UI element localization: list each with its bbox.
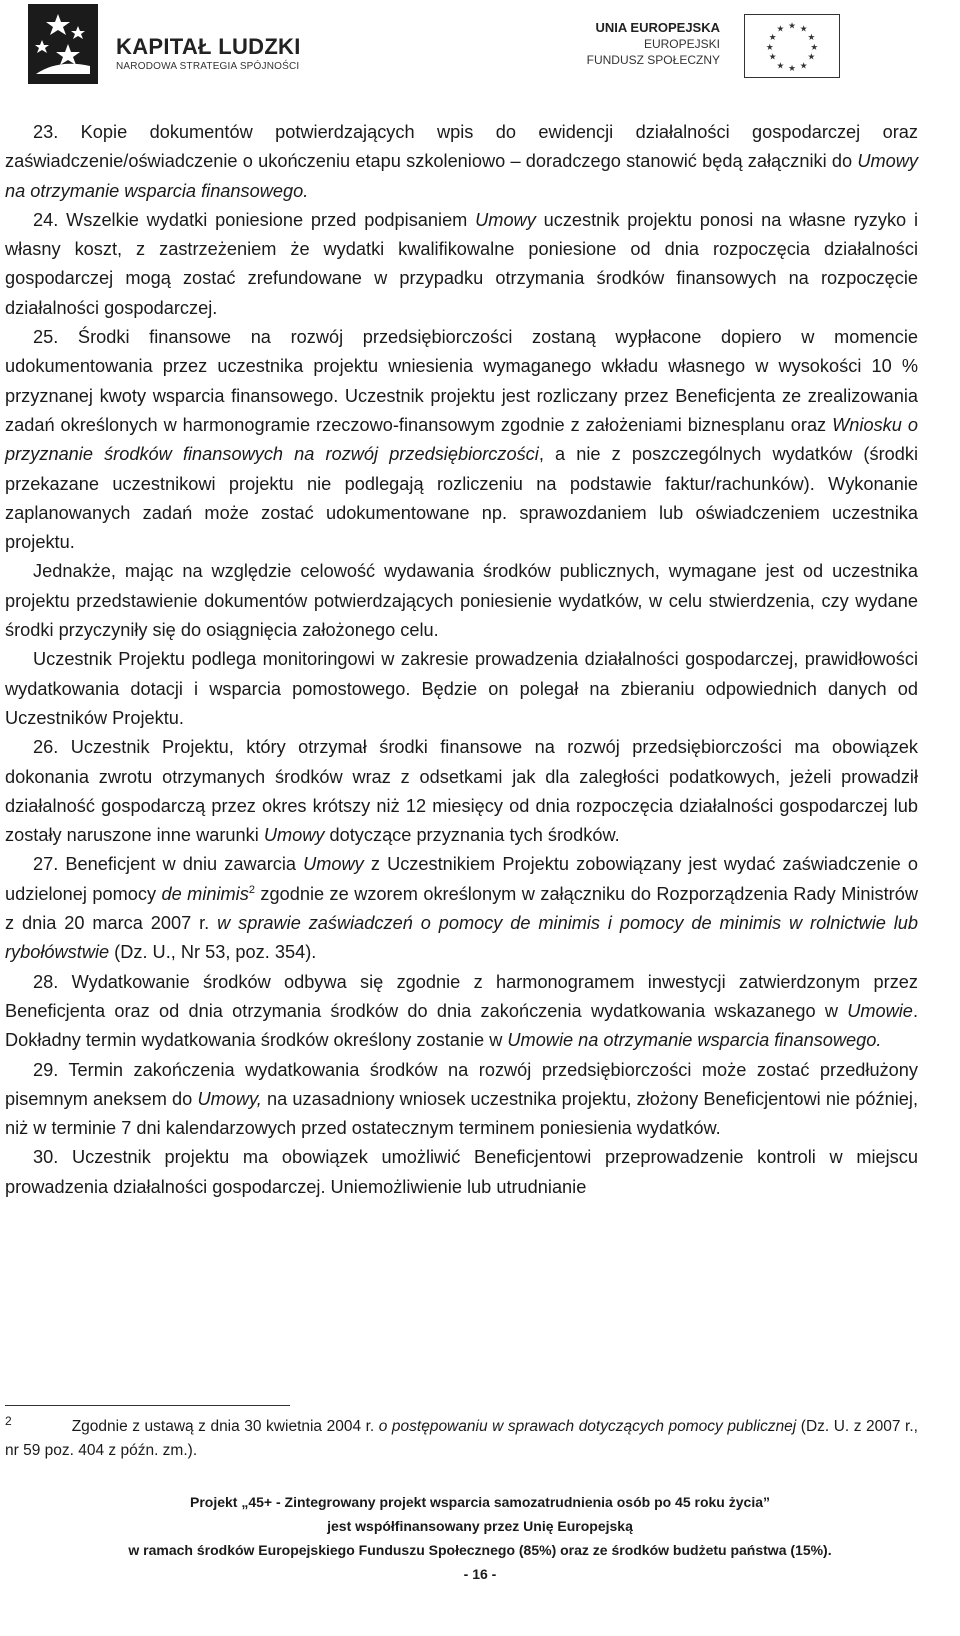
page-footer [0,1490,960,1586]
italic-text-run: w sprawie zaświadczeń o pomocy de minimis i pomocy de minimis w rolnictwie lub rybołówstwie [5,913,919,963]
eu-logo-line3: FUNDUSZ SPOŁECZNY [586,53,720,67]
kapital-ludzki-subtitle: NARODOWA STRATEGIA SPÓJNOŚCI [116,61,300,72]
eu-logo-text [587,20,720,68]
paragraph [5,557,918,645]
text-run: 25. Środki finansowe na rozwój przedsiębiorczości zostaną wypłacone dopiero w momencie udokumentowania przez uczestnika projektu wniesienia wymaganego wkładu własnego w wysokości 10 % przyznanej kwoty wsparcia finansowego. Uczestnik projektu jest rozliczany przez Beneficjenta ze zrealizowania zadań określonych w harmonogramie rzeczowo-finansowym zgodnie z założeniami biznesplanu oraz [5,327,918,435]
text-run: 26. Uczestnik Projektu, który otrzymał środki finansowe na rozwój przedsiębiorczości ma obowiązek dokonania zwrotu otrzymanych środków wraz z odsetkami jak dla zaległości podatkowych, jeżeli prowadził działalność gospodarczą przez okres krótszy niż 12 miesięcy od dnia rozpoczęcia działalności gospodarczej lub zostały naruszone inne warunki [5,737,918,846]
svg-text:★: ★ [768,33,777,44]
paragraph [5,1056,918,1144]
text-run: 29. Termin zakończenia wydatkowania środków na rozwój przedsiębiorczości może zostać przedłużony pisemnym aneksem do [5,1059,918,1109]
text-run: (Dz. U. z 2007 r., nr 59 poz. 404 z późn. zm.). [5,1418,918,1459]
paragraph [5,206,918,323]
text-run: Uczestnik Projektu podlega monitoringowi w zakresie prowadzenia działalności gospodarczej, prawidłowości wydatkowania dotacji i wsparcia pomostowego. Będzie on polegał na zbieraniu odpowiednich danych od Uczestników Projektu. [5,649,918,728]
italic-text-run: o postępowaniu w sprawach dotyczących pomocy publicznej [378,1418,797,1435]
svg-text:★: ★ [807,33,816,44]
text-run: . Dokładny termin wydatkowania środków określony zostanie w [5,1000,918,1051]
eu-flag-icon [744,14,840,78]
text-run: z Uczestnikiem Projektu zobowiązany jest wydać zaświadczenie o udzielonej pomocy [5,854,918,904]
italic-text-run: Wniosku o przyznanie środków finansowych na rozwój przedsiębiorczości [5,414,918,465]
kapital-ludzki-emblem-icon [28,4,116,84]
text-run: na uzasadniony wniosek uczestnika projektu, złożony Beneficjentowi nie później, niż w terminie 7 dni kalendarzowych przed ostatecznym terminem poniesienia wydatków. [5,1088,919,1139]
italic-text-run: Umowy [475,209,536,230]
text-run: dotyczące przyznania tych środków. [324,825,620,846]
italic-text-run: Umowy na otrzymanie wsparcia finansowego. [5,151,918,201]
paragraph [5,850,918,967]
page-header [0,0,960,95]
svg-text:★: ★ [776,61,785,72]
text-run: uczestnik projektu ponosi na własne ryzyko i własny koszt, z zastrzeżeniem że wydatki kwalifikowalne poniesione od dnia rozpoczęcia działalności gospodarczej mogą zostać zrefundowane w przypadku otrzymania środków finansowych na rozpoczęcie działalności gospodarczej. [5,209,918,318]
svg-text:★: ★ [776,24,785,35]
svg-text:★: ★ [765,42,774,53]
svg-text:★: ★ [799,61,808,72]
eu-logo-line2: EUROPEJSKI [643,37,720,51]
italic-text-run: de minimis [161,883,249,904]
text-run: 23. Kopie dokumentów potwierdzających wpis do ewidencji działalności gospodarczej oraz zaświadczenie/oświadczenie o ukończeniu etapu szkoleniowo – doradczego stanowić będą załączniki do [5,122,918,172]
document-body [5,118,918,1202]
italic-text-run: Umowie [847,1000,913,1021]
paragraph [5,118,918,206]
svg-text:★: ★ [810,42,819,53]
paragraph [5,645,918,733]
footnote-mark: 2 [5,1413,12,1428]
text-run: 28. Wydatkowanie środków odbywa się zgodnie z harmonogramem inwestycji zatwierdzonym przez Beneficjenta oraz od dnia otrzymania środków do dnia zakończenia wydatkowania wskazanego w [5,971,918,1021]
paragraph [5,323,918,557]
footer-project-line: Projekt „45+ - Zintegrowany projekt wsparcia samozatrudnienia osób po 45 roku życia” [190,1494,770,1510]
kapital-ludzki-logo [28,4,328,84]
svg-text:★: ★ [799,24,808,35]
text-run: (Dz. U., Nr 53, poz. 354). [109,942,317,963]
footer-funds-line: w ramach środków Europejskiego Funduszu Społecznego (85%) oraz ze środków budżetu państwa (15%). [128,1542,832,1558]
text-run: Jednakże, mając na względzie celowość wydawania środków publicznych, wymagane jest od uczestnika projektu przedstawienie dokumentów potwierdzających poniesienie wydatków, w celu stwierdzenia, czy wydane środki przyczyniły się do osiągnięcia założonego celu. [5,561,918,641]
text-run: 30. Uczestnik projektu ma obowiązek umożliwić Beneficjentowi przeprowadzenie kontroli w miejscu prowadzenia działalności gospodarczej. Uniemożliwienie lub utrudnianie [5,1147,918,1197]
italic-text-run: Umowy, [197,1088,262,1109]
footnote-divider [5,1405,290,1406]
text-run: 27. Beneficjent w dniu zawarcia [33,854,304,875]
italic-text-run: Umowy [263,825,325,846]
paragraph [5,1143,918,1202]
text-run: , a nie z poszczególnych wydatków (środki przekazane uczestnikowi projektu nie podlegają rozliczeniu na podstawie faktur/rachunków). Wykonanie zaplanowanych zadań może zostać udokumentowane np. sprawozdaniem lub oświadczeniem uczestnika projektu. [5,444,918,553]
italic-text-run: Umowy [303,854,364,875]
eu-logo [586,14,840,84]
svg-text:★: ★ [788,21,796,32]
footnote-reference: 2 [248,883,255,896]
footnote [5,1415,918,1463]
text-run: Zgodnie z ustawą z dnia 30 kwietnia 2004 r. [71,1418,379,1435]
text-run: 24. Wszelkie wydatki poniesione przed podpisaniem [33,209,476,230]
page-number: - 16 - [463,1566,497,1582]
text-run: zgodnie ze wzorem określonym w załączniku do Rozporządzenia Rady Ministrów z dnia 20 marca 2007 r. [5,883,918,934]
eu-logo-line1: UNIA EUROPEJSKA [595,20,720,35]
svg-text:★: ★ [768,52,777,63]
svg-text:★: ★ [788,64,796,75]
paragraph [5,968,918,1056]
footer-cofinanced-line: jest współfinansowany przez Unię Europejską [327,1518,633,1534]
italic-text-run: Umowie na otrzymanie wsparcia finansowego. [507,1030,882,1051]
kapital-ludzki-title: KAPITAŁ LUDZKI [116,34,301,59]
paragraph [5,733,918,850]
svg-text:★: ★ [807,52,816,63]
